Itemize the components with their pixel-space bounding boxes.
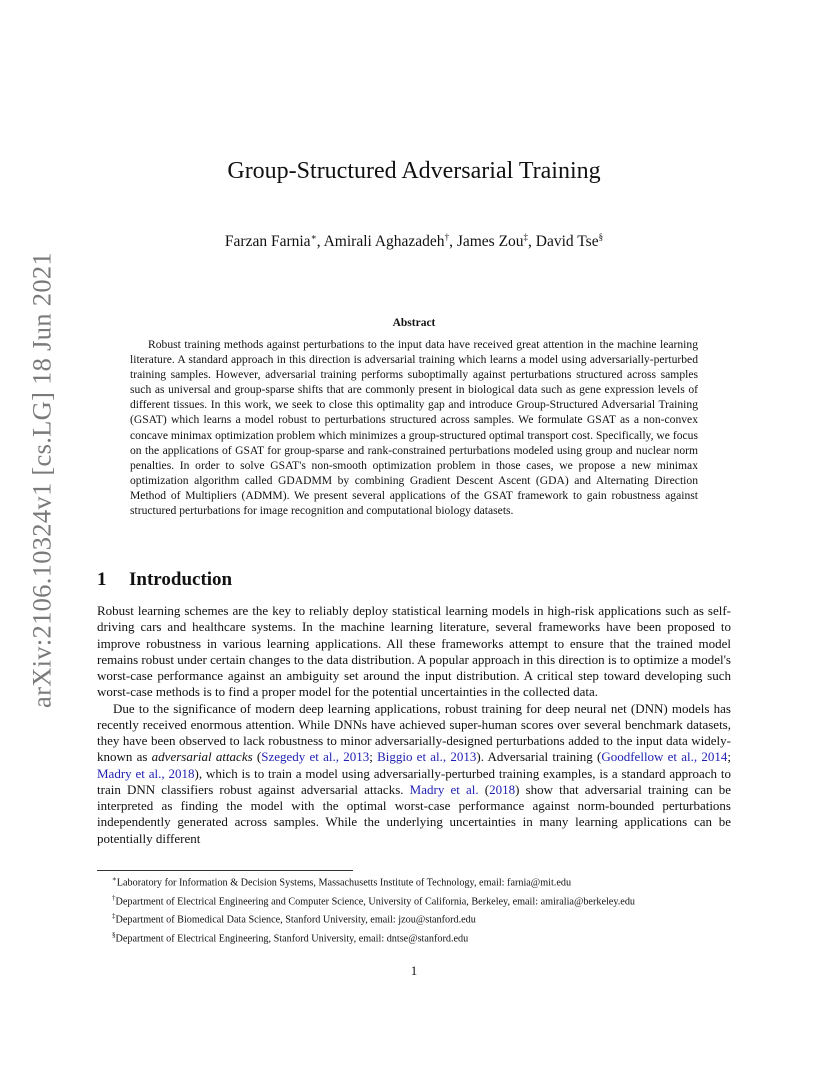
section-heading	[97, 569, 232, 591]
citation-link[interactable]: Szegedy et al., 2013	[261, 749, 370, 765]
section-title: Introduction	[129, 569, 233, 590]
footnote-text: Department of Electrical Engineering and Computer Science, University of California, Berkeley, email: amiralia@berkeley.edu	[115, 895, 636, 907]
footnote-text: Department of Biomedical Data Science, Stanford University, email: jzou@stanford.edu	[115, 914, 476, 926]
footnote	[112, 928, 635, 947]
text-run: Due to the significance of modern deep learning applications, robust training for deep neural net (DNN) models has recently received enormous attention. While DNNs have achieved super-human scores over several benchmark datasets, they have been observed to lack robustness to minor adversarially-designed perturbations added to the input data widely-known as	[97, 700, 731, 765]
author-list: Farzan Farnia∗, Amirali Aghazadeh†, James Zou‡, David Tse§	[224, 232, 604, 251]
paragraph: Robust learning schemes are the key to reliably deploy statistical learning models in high-risk applications such as self-driving cars and healthcare systems. In the machine learning literature, several frameworks have been proposed to improve robustness in various learning applications. All these frameworks attempt to ensure that the trained model remains robust under certain changes to the data distribution. A popular approach in this direction is to optimize a model's worst-case performance against an ambiguity set around the input distribution. A critical step toward developing such worst-case methods is to find a proper model for the potential uncertainties in the collected data.	[97, 603, 731, 700]
author-name: Amirali Aghazadeh	[323, 233, 445, 251]
page-number: 1	[410, 963, 418, 978]
paragraph	[97, 701, 731, 847]
abstract-heading: Abstract	[392, 317, 436, 329]
body-text	[97, 603, 731, 847]
arxiv-identifier-stamp: arXiv:2106.10324v1 [cs.LG] 18 Jun 2021	[26, 252, 57, 708]
emphasized-term: adversarial attacks	[151, 749, 253, 765]
footnote	[112, 909, 635, 928]
footnote-text: Laboratory for Information & Decision Systems, Massachusetts Institute of Technology, email: farnia@mit.edu	[116, 877, 572, 889]
footnote	[112, 891, 635, 910]
citation-link[interactable]: Madry et al., 2018	[97, 765, 195, 781]
citation-link[interactable]: Biggio et al., 2013	[377, 749, 477, 765]
citation-link[interactable]: 2018	[489, 781, 516, 797]
footnote-mark: †	[112, 893, 116, 902]
paper-title: Group-Structured Adversarial Training	[227, 158, 601, 184]
footnote-mark: ‡	[112, 912, 116, 921]
footnote-mark: ∗	[112, 875, 117, 883]
footnote	[112, 872, 635, 891]
text-run: (	[478, 781, 490, 797]
abstract-text: Robust training methods against perturbations to the input data have received great attention in the machine learning literature. A standard approach in this direction is adversarial training which learns a model using adversarially-perturbed training samples. However, adversarial training performs suboptimally against perturbations structured across samples such as universal and group-sparse shifts that are commonly present in biological data such as gene expression levels of different tissues. In this work, we seek to close this optimality gap and introduce Group-Structured Adversarial Training (GSAT) which learns a model robust to perturbations structured across samples. We formulate GSAT as a non-convex concave minimax optimization problem which minimizes a group-structured optimal transport cost. Specifically, we focus on the applications of GSAT for group-sparse and rank-constrained perturbations modeled using group and nuclear norm penalties. In order to solve GSAT's non-smooth optimization problem in those cases, we propose a new minimax optimization algorithm called GDADMM by combining Gradient Descent Ascent (GDA) and Alternating Direction Method of Multipliers (ADMM). We present several applications of the GSAT framework to gain robustness against structured perturbations for image recognition and computational biology datasets.	[130, 338, 698, 518]
section-number: 1	[97, 569, 107, 590]
author-name: David Tse	[535, 233, 599, 251]
author-name: Farzan Farnia	[224, 233, 311, 251]
text-run: ;	[369, 749, 378, 765]
author-name: James Zou	[456, 233, 524, 251]
author-footnote-mark: †	[444, 232, 450, 242]
author-footnote-mark: §	[598, 232, 604, 242]
citation-link[interactable]: Goodfellow et al., 2014	[601, 749, 728, 765]
text-run: ) show that adversarial training can be interpreted as finding the model with the optimal worst-case performance against norm-bounded perturbations independently generated across samples. While the underlying uncertainties in many learning applications can be potentially different	[97, 781, 732, 846]
footnote-divider	[97, 870, 353, 871]
text-run: (	[252, 749, 262, 765]
text-run: ;	[727, 749, 732, 765]
citation-link[interactable]: Madry et al.	[409, 781, 479, 797]
footnotes	[112, 872, 635, 946]
footnote-mark: §	[112, 930, 116, 939]
author-footnote-mark: ∗	[310, 232, 317, 242]
footnote-text: Department of Electrical Engineering, Stanford University, email: dntse@stanford.edu	[115, 933, 469, 945]
text-run: ), which is to train a model using adversarially-perturbed training examples, is a standard approach to train DNN classifiers robust against adversarial attacks.	[97, 765, 732, 797]
text-run: ). Adversarial training (	[476, 749, 602, 765]
author-footnote-mark: ‡	[523, 232, 529, 242]
